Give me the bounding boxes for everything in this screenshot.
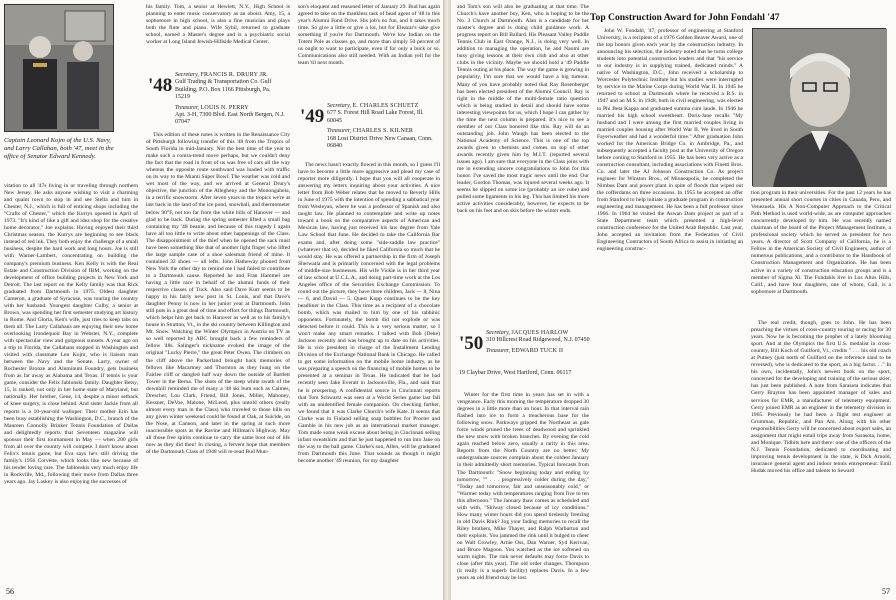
column-text: The real credit, though, goes to John. He has been preaching the virtues of cross-country touring or racing for 30 years. Now he is becoming the prophet of a lately blooming sport. And at the Olympics the first U.S. medalist in cross-country, Bill Koch of Guilford, Vt., credits " . . . his old coach at Putney (just north of Guilford on the reference sand to be reversed), who is dedicated to the sport, as a big factor. . ." In his own, incidentally, John's newest book on the sport, concerned for the developing and training of the serious skier, has just been published. A note from Sarasota indicates that Gerry Brayton has been appointed manager of sales and services for EMR, a manufacturer of telemetry equipment. Gerry joined EMR as an engineer in the telemetry division in 1965. Previously he had been a flight test engineer at Grumman, Republic, and Pan Am. Along with his other responsibilities Gerry will be concerned about export sales, an assignment that might entail trips away from Sarasota, home, and Monique. Tidbits here and there: one of the officers of the N.J. Tennis Foundation, dedicated to coordinating and improving tennis development in the state, is Dick Arnold, insurance general agent and indoor tennis entrepreneur. Emil Hudak moved his office and talents to Seward — [751, 320, 891, 474]
left-column-3-bottom — [298, 162, 440, 594]
class-1948-header — [148, 72, 290, 128]
secretary-name: E. CHARLES SCHUETZ — [352, 103, 419, 109]
right-column-1-top — [457, 4, 589, 326]
secretary-label: Secretary, — [486, 330, 510, 336]
class-year: '49 — [300, 106, 325, 127]
left-column-2-bottom — [146, 132, 290, 594]
photo-john-fondahl — [752, 28, 886, 186]
left-column-3-top — [298, 4, 440, 100]
secretary-address: 310 Hillcrest Road Ridgewood, N.J. 07450 — [486, 337, 590, 344]
column-text: The news hasn't exactly flowed in this month, so I guess I'll have to become a little more aggressive and plead my case of reporter more diligently. I hope that you will all cooperate in answering my letters inquiring about your activities. A nice letter from Bob Weber relates that he moved to Beverly Hills in June of 1975 with the intention of spending a sabbatical year from Wesleyan, where he was a professor of Spanish and also taught law. He planned to contemplate and write up notes toward a book on the comparative aspects of American and Mexican law, having just received his law degree from Yale Law School that June. He decided to take the California Bar exams and, after doing some "side-saddle law practice" (whatever that is), decided he liked California so much that he would stay. He was offered a partnership in the firm of Joseph Sherwatia and is primarily concerned with the legal problems of middle-size businesses. His wife Vickie is in her third year of law school at U.C.L.A., and doing part-time work at the Los Angeles office of the Securities Exchange Commission. To round out the picture, they have three children, Jack — 8, Nina — 6, and David — 5. Quest Kopp continues to be the key headliner in the Class. This time as a recipient of a chocolate bomb, which was mailed to him by one of his rabbinic opponents. Fortunately, the bomb did not explode or was detected before it could. This is a very serious matter, so I won't make any smart remarks. I talked with Bob (Deke) Jackson recently and was brought up to date on his activities. He is vice president in charge of the Installment Lending Division of the Exchange National Bank in Chicago. He called to get some information on the mobile home industry, as he was preparing a speech on the financing of mobile homes to be presented at a seminar in Texas. He indicated that he had recently seen Jake Everatt in Jacksonville, Fla., and said that he is prospering. A confidential source in Cincinnati reports that Tom Schwartz was seen at a World Series game last fall with an unidentified female companion. On checking further, we found that it was Clarke Church's wife Kate. It seems that Clarke was in Finland selling soap bubbles for Procter and Gamble in his new job as an international market manager. Tom made some weak excuse about being in Cincinnati selling infant sweatshirts and that he just happened to run into Jane on the way to the ball game. Clarke's son, Allen, will be graduated from Dartmouth this June. That sounds as though it might become another '49 reunion, for my daughter — [298, 162, 440, 464]
secretary-name: JACQUES HARLOW — [511, 330, 569, 336]
treasurer-name: LOUIS N. PERRY — [200, 104, 249, 111]
right-column-2 — [597, 28, 743, 594]
page-number: 56 — [6, 587, 14, 596]
class-officers — [327, 103, 437, 150]
secretary-label: Secretary, — [327, 103, 351, 109]
treasurer-label: Treasurer, — [486, 347, 511, 354]
left-column-1 — [4, 183, 138, 593]
class-1949-header — [300, 103, 440, 159]
treasurer-name: CHARLES S. KILNER — [352, 128, 414, 135]
column-text: This edition of these notes is written in the Renaissance City of Pittsburgh following transfer of this '48 from the Tropics of South Florida in mid-January. Not the best time of the year to make such a contra-trend move perhaps, but we couldn't deny the fact that the road in front of us was free of cars all the way whereas the opposite route southward was loaded with traffic on its way to the Miami Super Bowl. The weather was cold and wet most of the way, and we arrived at General Drury's objective, the junction of the Allegheny and the Monongahela, in a terrific snowstorm. After seven years in the tropics we're at last back in the land of the ice pond, snowball, and thermometer below 90°F, not too far from the white hills of Hanover — and glad to be back. During the spring semester lifted a small bag containing my '48 beanie, and because of this tragedy I again have all too little to write about other happenings of the Class. The disappointment of the thief when he opened the sack must have been something like that of another light finger who lifted the large sample case of a shoe salesman friend of mine. It contained 32 shoes — all lefts. John Hatheway phoned from New York the other day to remind me I had failed to contribute to a Dartmouth cause. Reported he and Fran Hammel are having a little race in behalf of the alumni funds of their respective classes of Tuck. Also said Dave Kurr seems to be happy in his fairly new post in St. Louis, and that Dave's daughter Penny is now in her junior year at Dartmouth. John still puts in a great deal of time and effort for things Dartmouth, which helps him get back to Hanover as well as to his family's house in Stratton, Vt., in the ski country between Killington and Mt. Snow. Watching the Winter Olympics in Austria on TV as so well reported by ABC brought back a few reminders of fellow '48s. Salinger's nickname evoked the image of the original "Lucky Pierre," the great Peter Owen. The climbers on the cliff above the Packerland brought back memories of fellows like Macartney and Thornton as they hung on the Fairlee cliff or dangled half way down the outside of Bartlett Tower in the Berna. The shots of the steep white swath of the downhill reminded me of many a '48 ski bum such as Calmes, Drescher, Lou Clark, Friend, Bill Jones, Miller, Mahoney, Kessner, DeVoe, Malone, McLeod, plus untold others (really almost every man in the Class) who traveled to those hills on any given winter weekend could be found at Oak, at Suicide, on the Nose, at Cannon, and later in the spring at such more inaccessible spots as the Ravine and Hillman's Highway. May all those free spirits continue to carry the same boot out of life now as they did then! In closing, a fervent hope that members of the Dartmouth Class of 1948 will re-read Bud Mun- — [146, 132, 290, 456]
article-headline: Top Construction Award for John Fondahl '47 — [590, 12, 780, 23]
secretary-address: Gulf Trading & Transportation Co. Gulf Building, P.O. Box 1166 Pittsburgh, Pa. 15219 — [175, 79, 272, 101]
page-number: 57 — [882, 587, 890, 596]
column-text: vitation to all '47s living in or traveling through northern New Jersey. He asks anyone wishing to visit a charming and quaint town to stop in and see Stella and him in Chester, N.J., which is full of enticing shops including the "Crafts of Chester," which the Kurrys opened in April of 1973. "It's kind of like a gift and idea shop for the creative home decorator," Joe explains. Having enjoyed their third Christmas season, the Kurrys are beginning to see black instead of red ink. They both enjoy the challenge of a small business, despite the hard work and long hours. Joe is still with Warner-Lambert, concentrating on building the company's premium business. Ken Kelly is with the Real Estate and Construction Division of IBM, working on the development of office building projects in New York and Detroit. The last report on the Kelly family was that Rick graduated from Dartmouth in 1975. Oldest daughter Cameron, a graduate of Syracuse, was touring the country with her husband. Youngest daughter Colby, a senior at Brown, was spending her first semester studying art history in Rome. And Gloria, Ken's wife, just tries to keep tabs on them all. The Larry Callahans are enjoying their new home overlooking Irondequoit Bay in Webster, N.Y., complete with spectacular view and gorgeous sunsets. A year ago on a trip to Florida, the Callahans stopped in Washington and visited with classmate Len Kojm, who is liaison man between the Navy and the Senate. Larry, owner of Rochester Bronze and Aluminum Foundry, gets business from as far away as Alabama and Texas. If tennis is your game, consider the Felix Jablonski family. Daughter Betsy, 15, is ranked, not only in her home state of Maryland, but nationally. Her brother, Gene, 14, despite a minor setback of knee surgery, is close behind. And sister Jackie from all reports is a 10-year-old walloper. Their mother Erin has been busy establishing the Washington, D.C., branch of the Maureen Connolly Brinker Tennis Foundation of Dallas and delightedly reports that Seventeen magazine will sponsor their first tournament in May — when 200 girls from all over the country will compete. I don't know about Felix's tennis game, but Eva says he's still driving the family's 1956 Corvette, which looks like new because of his tender loving care. The Jablonskis very much enjoy life in Rockville, Md., following their move from Dallas three years ago. Jay Laskey is also enjoying the successes of — [4, 183, 138, 485]
secretary-label: Secretary, — [175, 72, 199, 78]
photo-caption: Captain Leonard Kojm of the U.S. Navy, and Larry Callahan, both '47, meet in the office of Senator Edward Kennedy. — [4, 137, 114, 161]
left-column-2-top — [146, 4, 290, 69]
column-text: Winter for the first time in years has set in with a vengeance. Early this morning the temperature dropped 30 degrees in a little more than an hour. In that interval rain flashed into ice to form a treacherous base for the following snow. Parkways gripped the Northeast as gale force winds pruned the trees of deadwood and sprinkled the new snow with broken branches. By evening the cold again reached below zero, usually a rarity in this area. Reports from the North Country are no better. My undergraduate sources complain about the coldest January in their admittedly short memories. Typical forecasts from The Dartmouth: "Snow beginning today and ending by tomorrow, "" . . . progressively colder during the day," "Today and tomorrow, fair and unseasonably cold," or "Warmer today with temperatures ranging from five to ten this afternoon." The January thaw comes as scheduled and with with, "Skiway closed because of icy conditions." How many winter hours did you spend tirelessly freezing in old Davis Rink? Jog your fading memories to recall the Riley brothers, Mike Thayer, and Ralph Warburton and their exploits. You jammed the rink until it bulged to cheer on Walt Crowley, Arnie Oss, Dan Warner, Syd Kerivan, and Bruce Magoon. You watched as the ice softened on warm nights. The rink never defaults may force Davis to close (after this year). The old order changes. Thompson (it really is a superb facility) replaces Davis. In a few years an old friend may be lost. — [457, 392, 589, 582]
left-page — [0, 0, 444, 600]
photo-illustration — [5, 5, 114, 132]
class-officers — [175, 72, 285, 127]
secretary-address: 677 S. Forest Hill Road Lake Forest, Ill. 60045 — [327, 110, 424, 124]
treasurer-address: 19 Claybar Drive, West Hartford, Conn. 06117 — [459, 370, 572, 376]
class-year: '48 — [148, 75, 173, 96]
treasurer-address: 168 Lost District Drive New Canaan, Conn. 06840 — [327, 135, 433, 150]
treasurer-name: EDWARD TUCK II — [511, 347, 564, 354]
right-column-1-bottom — [457, 392, 589, 594]
column-text: John W. Fondahl, '47, professor of engineering at Stanford University, is a recipient of a 1976 Golden Beaver Award, one of the top honors given each year by the construction industry. In announcing his selection, the industry noted that he turns college students into potential construction leaders and that "his service to our industry is in supplying trained, dedicated minds." A native of Washington, D.C., John received a scholarship to Worcester Polytechnic Institute but his studies were interrupted by service in the Marine Corps during World War II. In 1945 he returned to school at Dartmouth where he received a B.S. in 1947 and an M.S. in 1948, both in civil engineering, was elected to Phi Beta Kappa and graduated summa cum laude. In 1946 he married his high school sweetheart. Doris-Jane recalls "My husband and I were among the first married couples living in married couples housing after World War II. We lived in South Fayerweather and had a wonderful time." After graduation John worked for the American Bridge Co. in Ambridge, Pa., and subsequently accepted a faculty post at the University of Oregon before coming to Stanford in 1955. He has been very active as a construction consultant, including associations with Finetti Bros. Co. and later the AJ Johnson Construction Co. As project engineer for Winston Bros., of Minneapolis, he completed the Nimbus Dam and power plant in spite of floods that wiped out the cofferdams on three occasions. In 1955 he accepted an offer from Stanford to help initiate a graduate program in construction engineering and management. He has been a full professor since 1966. In 1964 he visited the Aswan Dam project as part of a State Department team which presented a high-level construction conference for the United Arab Republic. Last year, John accepted an invitation from the Federation of Civil Engineering Contractors of South Africa to assist in initiating an engineering construc- — [597, 28, 743, 253]
secretary-name: FRANCIS R. DRURY JR. — [200, 72, 269, 78]
column-text: and Tom's son will also be graduating at that time. The Church's have another boy, Ken, who is hoping to be the No. 3 Church at Dartmouth. Alan is a candidate for her master's degree and is doing child guidance work. A progress report on Bill Ballard. His Pleasant Valley Paddle Tennis Club in East Orange, N.J., is doing very well. In addition to managing the operation, he and Naomi are busy giving lessons at their own club and also at other clubs in the vicinity. Maybe we should hold a '49 Paddle Tennis outing at his place. The way the game is growing in popularity, I'm sure that we would have a big turnout. Many of you have probably noted that Ray Rosenberger has been elected president of the Alumni Council. Ray is right in the middle of the multi-female ratio question which is being studied in detail and should have some interesting viewpoints for us, which I hope I can gather by the time the next column is prepared. It's nice to see a member of our Class honored like this. Ray will do an outstanding job. John Waugh has been elected to the National Academy of Science. This is one of the top awards given to chemists and comes on top of other awards recently given him by M.I.T. (reported several issues ago). I am sure that everyone in the Class joins with me in extending sincere congratulations to John for this honor. I've saved the most tragic news until the end. Our leader, Gordon Thomas, was injured several weeks ago. It seems he slipped on some ice (probably an ice cube) and pulled some ligaments in his leg. This has limited his more active activities considerably, however, he expects to be back on his feet and on skis before the winter ends. — [457, 4, 589, 215]
column-text: tion program in their universities. For the past 12 years he has presented annual short courses in cities in Canada, Peru, and Venezuela. His A Non-Computer Approach to the Critical Path Method is used world-wide, as are computer approaches concurrently developed by him. He was recently named chairman of the board of the Project Management Institute, a professional society which he served as president for two years. A director of Scott Company of California, he is a Fellow in the American Society of Civil Engineers, author of numerous publications, and a contributor to the Handbook of Construction Management and Organization. He has been active in a variety of construction education groups and is a member of Sigma Xi. The Fondahls live in Los Altos Hills, Calif., and have four daughters, one of whom, Gail, is a sophomore at Dartmouth. — [751, 190, 891, 295]
right-column-3-bottom — [751, 320, 891, 594]
column-text: his family. Tom, a senior at Hewlett, N.Y., High School is planning to enter music conservatory as an oboist. Amy, 15, a sophomore in high school, is also a fine musician and plays both the flute and piano. Wife Sybil, returned to graduate school, earned a Master's degree and is a psychiatric social worker at Long Island Jewish-Hillside Medical Center. — [146, 4, 290, 46]
class-year: '50 — [459, 333, 484, 354]
photo-kojm-callahan — [4, 4, 114, 132]
treasurer-label: Treasurer, — [175, 104, 200, 111]
treasurer-address: Apt. 3-H, 7300 Blvd. East North Bergen, N.J. 07047 — [175, 112, 285, 126]
right-column-3-top — [751, 190, 891, 310]
treasurer-label: Treasurer, — [327, 128, 352, 135]
column-text: son's eloquent and reasoned letter of January 29. Bud has again agreed to take on the thankless task of head agent of '48 in this year's Alumni Fund Drive. His job's no fun, and it takes much time. So give a little or give a lot, but for Eleazar's sake give something if you're for Dartmouth. We're low Indian on the Totem Pole as classes go, and more than simply 50 percent of us ought to want to participate, even if for only a buck or so. Communications also still needed. With an Indian yell for the team 'til next month. — [298, 4, 440, 67]
class-officers — [486, 330, 592, 355]
class-1950-header — [459, 330, 593, 390]
portrait-illustration — [753, 29, 887, 187]
